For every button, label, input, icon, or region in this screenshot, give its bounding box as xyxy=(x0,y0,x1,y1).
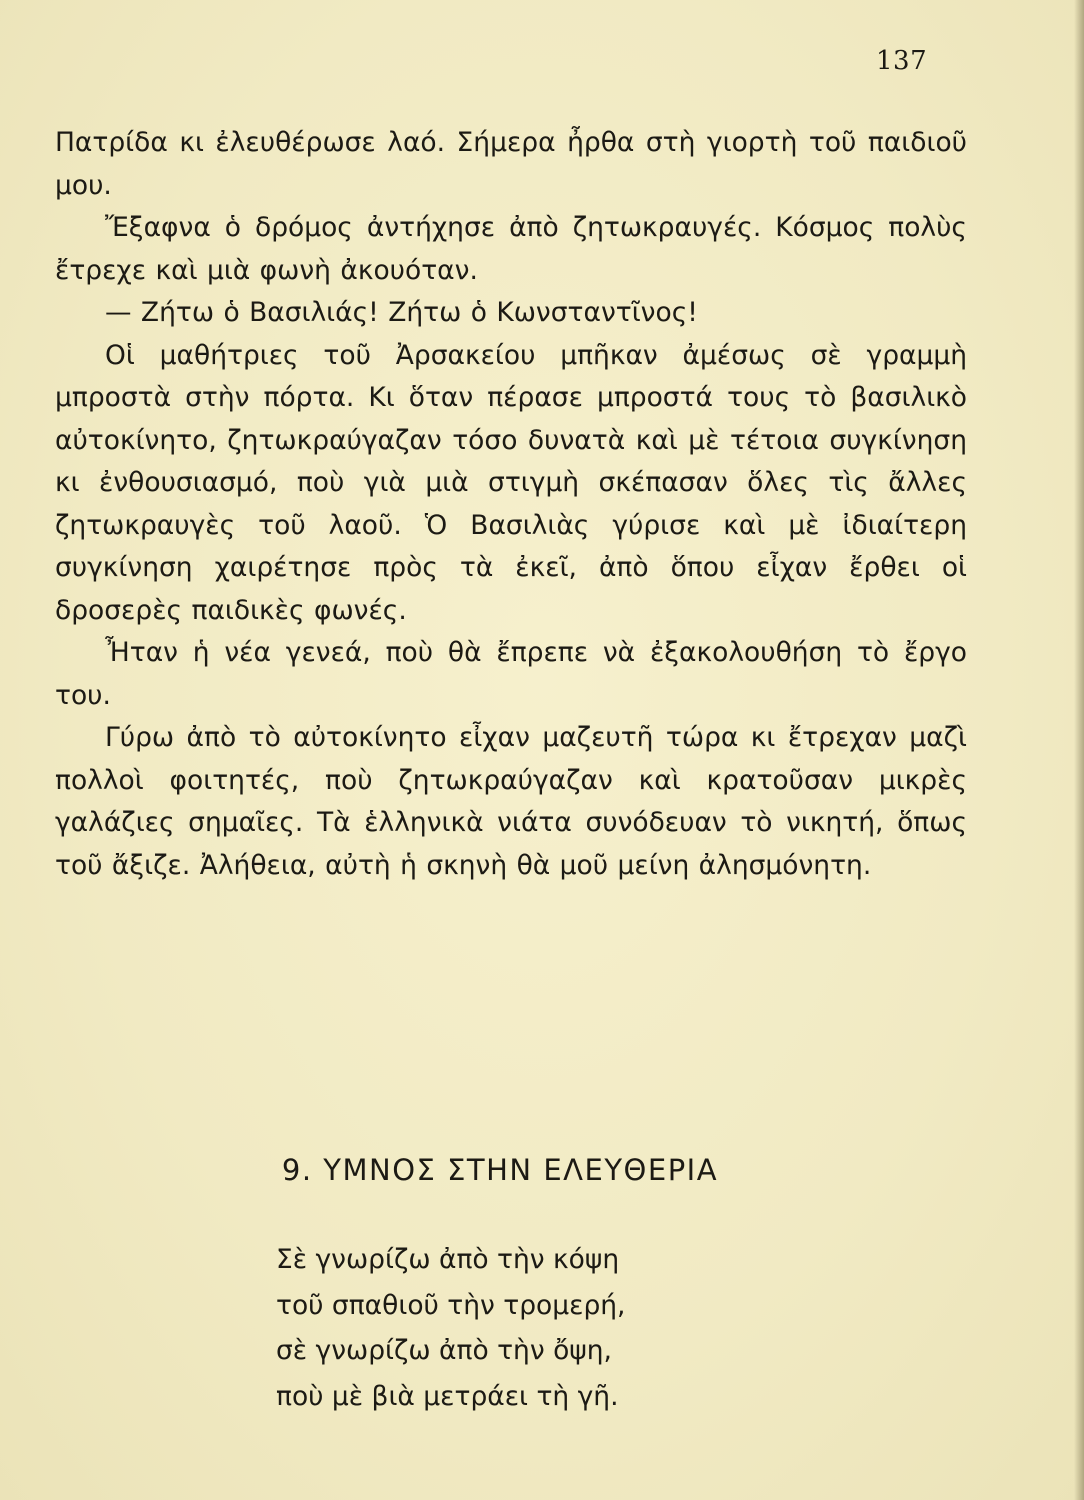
poem xyxy=(276,1237,625,1419)
paragraph: Ἔξαφνα ὁ δρόμος ἀντήχησε ἀπὸ ζητωκραυγές. Κόσμος πολὺς ἔτρεχε καὶ μιὰ φωνὴ ἀκουόταν. xyxy=(55,212,967,286)
prose-section xyxy=(55,122,967,887)
poem-line: ποὺ μὲ βιὰ μετράει τὴ γῆ. xyxy=(276,1380,619,1412)
paragraph: Ἦταν ἡ νέα γενεά, ποὺ θὰ ἔπρεπε νὰ ἐξακολουθήση τὸ ἔργο του. xyxy=(55,637,967,711)
poem-line: τοῦ σπαθιοῦ τὴν τρομερή, xyxy=(276,1289,626,1321)
page-number: 137 xyxy=(876,46,928,76)
paragraph: — Ζήτω ὁ Βασιλιάς! Ζήτω ὁ Κωνσταντῖνος! xyxy=(105,297,698,328)
poem-line: σὲ γνωρίζω ἀπὸ τὴν ὄψη, xyxy=(276,1335,612,1366)
section-heading: 9. ΥΜΝΟΣ ΣΤΗΝ ΕΛΕΥΘΕΡΙΑ xyxy=(281,1153,719,1187)
paragraph: Γύρω ἀπὸ τὸ αὐτοκίνητο εἶχαν μαζευτῆ τώρα κι ἔτρεχαν μαζὶ πολλοὶ φοιτητές, ποὺ ζητωκραύγαζαν καὶ κρατοῦσαν μικρὲς γαλάζιες σημαῖες. Τὰ ἑλληνικὰ νιάτα συνόδευαν τὸ νικητή, ὅπως τοῦ ἄξιζε. Ἀλήθεια, αὐτὴ ἡ σκηνὴ θὰ μοῦ μείνη ἀλησμόνητη. xyxy=(55,722,967,881)
paragraph: Πατρίδα κι ἐλευθέρωσε λαό. Σήμερα ἦρθα στὴ γιορτὴ τοῦ παιδιοῦ μου. xyxy=(55,127,967,201)
poem-line: Σὲ γνωρίζω ἀπὸ τὴν κόψη xyxy=(276,1244,620,1275)
page-edge-shadow xyxy=(1074,0,1084,1500)
paragraph: Οἱ μαθήτριες τοῦ Ἀρσακείου μπῆκαν ἀμέσως σὲ γραμμὴ μπροστὰ στὴν πόρτα. Κι ὅταν πέρασε μπροστά τους τὸ βασιλικὸ αὐτοκίνητο, ζητωκραύγαζαν τόσο δυνατὰ καὶ μὲ τέτοια συγκίνηση κι ἐνθουσιασμό, ποὺ γιὰ μιὰ στιγμὴ σκέπασαν ὅλες τὶς ἄλλες ζητωκραυγὲς τοῦ λαοῦ. Ὁ Βασιλιὰς γύρισε καὶ μὲ ἰδιαίτερη συγκίνηση χαιρέτησε πρὸς τὰ ἐκεῖ, ἀπὸ ὅπου εἶχαν ἔρθει οἱ δροσερὲς παιδικὲς φωνές. xyxy=(55,339,967,626)
